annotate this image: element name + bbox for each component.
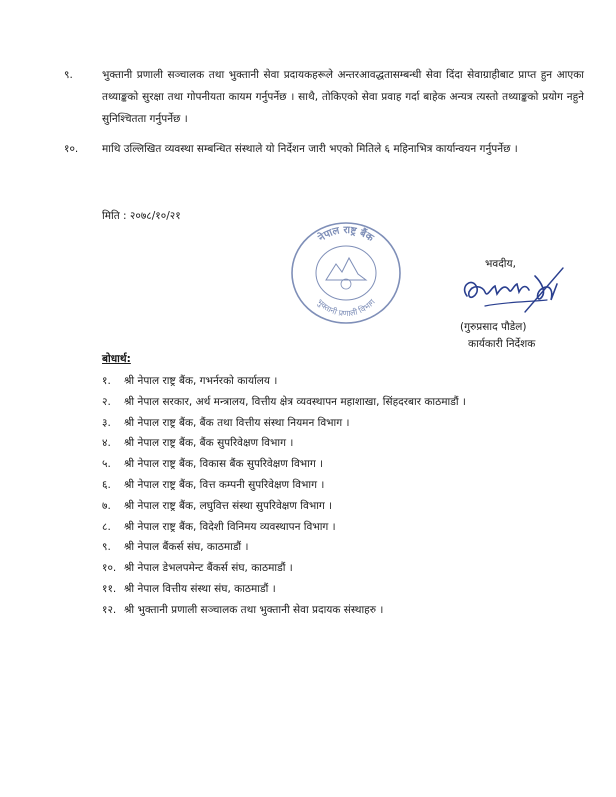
list-item-text: श्री नेपाल राष्ट्र बैंक, बैंक तथा वित्तीय संस्था नियमन विभाग । (124, 416, 350, 429)
list-item-number: ४. (102, 437, 111, 450)
list-item (102, 413, 466, 434)
list-item-number: ७. (102, 499, 111, 512)
list-item (102, 392, 466, 413)
signer-name: (गुरुप्रसाद पौडेल) (460, 321, 527, 333)
list-item-text: श्री नेपाल राष्ट्र बैंक, विदेशी विनिमय व्यवस्थापन विभाग । (124, 520, 336, 533)
clause-9 (64, 64, 584, 130)
clause-10 (64, 138, 584, 160)
list-item-number: १०. (102, 562, 117, 575)
list-item-number: ८. (102, 520, 111, 533)
closing-salutation: भवदीय, (485, 258, 516, 270)
list-item-text: श्री नेपाल राष्ट्र बैंक, विकास बैंक सुपरिवेक्षण विभाग । (124, 458, 324, 471)
cc-heading: बोधार्थ: (102, 353, 131, 365)
list-item-number: ३. (102, 416, 111, 429)
list-item-number: ११. (102, 582, 117, 595)
list-item (102, 600, 466, 621)
list-item-text: श्री नेपाल राष्ट्र बैंक, बैंक सुपरिवेक्षण विभाग । (124, 437, 294, 450)
seal-top-text: नेपाल राष्ट्र बैंक (316, 224, 376, 245)
list-item (102, 475, 466, 496)
list-item-number: २. (102, 395, 111, 408)
list-item (102, 371, 466, 392)
list-item (102, 579, 466, 600)
list-item (102, 517, 466, 538)
date-line: मिति : २०७८/१०/२१ (102, 210, 181, 222)
clause-text: भुक्तानी प्रणाली सञ्चालक तथा भुक्तानी सेवा प्रदायकहरूले अन्तरआवद्धतासम्बन्धी सेवा दिंदा सेवाग्राहीबाट प्राप्त हुन आएका तथ्याङ्कको सुरक्षा तथा गोपनीयता कायम गर्नुपर्नेछ । साथै, तोकिएको सेवा प्रवाह गर्दा बाहेक अन्यत्र त्यस्तो तथ्याङ्कको प्रयोग नहुने सुनिश्चितता गर्नुपर्नेछ । (102, 69, 584, 125)
list-item (102, 558, 466, 579)
list-item-text: श्री नेपाल राष्ट्र बैंक, वित्त कम्पनी सुपरिवेक्षण विभाग । (124, 478, 325, 491)
list-item-text: श्री नेपाल राष्ट्र बैंक, लघुवित्त संस्था सुपरिवेक्षण विभाग । (124, 499, 333, 512)
list-item-text: श्री नेपाल बैंकर्स संघ, काठमाडौं । (124, 541, 249, 554)
list-item-number: ६. (102, 478, 111, 491)
list-item-number: ५. (102, 458, 111, 471)
signer-title: कार्यकारी निर्देशक (468, 338, 536, 350)
handwritten-signature (455, 262, 565, 322)
list-item-text: श्री भुक्तानी प्रणाली सञ्चालक तथा भुक्तानी सेवा प्रदायक संस्थाहरु । (124, 603, 384, 616)
cc-list (102, 371, 466, 621)
list-item (102, 433, 466, 454)
clause-number: ९. (64, 69, 73, 81)
list-item-text: श्री नेपाल सरकार, अर्थ मन्त्रालय, वित्तीय क्षेत्र व्यवस्थापन महाशाखा, सिंहदरबार काठमाडौं । (124, 395, 466, 408)
list-item (102, 537, 466, 558)
list-item-number: १२. (102, 603, 117, 616)
clause-number: १०. (64, 143, 79, 155)
clause-text: माथि उल्लिखित व्यवस्था सम्बन्धित संस्थाले यो निर्देशन जारी भएको मितिले ६ महिनाभित्र कार्यान्वयन गर्नुपर्नेछ । (102, 143, 518, 155)
official-seal (286, 218, 406, 328)
list-item-text: श्री नेपाल राष्ट्र बैंक, गभर्नरको कार्यालय । (124, 375, 278, 387)
list-item-number: १. (102, 375, 111, 387)
seal-bottom-text: भुक्तानी प्रणाली विभाग (315, 297, 377, 319)
list-item-number: ९. (102, 541, 111, 554)
list-item (102, 496, 466, 517)
list-item (102, 454, 466, 475)
list-item-text: श्री नेपाल डेभलपमेन्ट बैंकर्स संघ, काठमाडौं । (124, 562, 293, 575)
list-item-text: श्री नेपाल वित्तीय संस्था संघ, काठमाडौं । (124, 582, 276, 595)
